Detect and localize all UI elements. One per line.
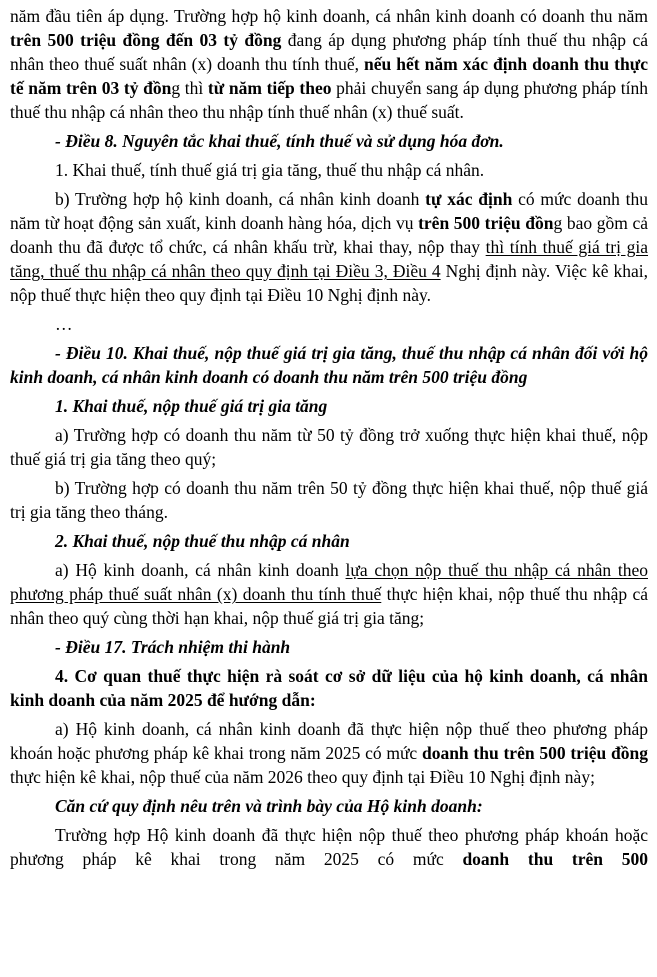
text-run: năm đầu tiên áp dụng. Trường hợp hộ kinh doanh, cá nhân kinh doanh có doanh thu năm [10, 6, 648, 26]
text-run: thì tính thuế giá trị gia tăng, thuế thu nhập cá nhân theo quy định tại Điều 3, Điều 4 [10, 237, 649, 281]
text-run: - Điều 17. Trách nhiệm thi hành [55, 637, 291, 657]
heading-can-cu [10, 794, 648, 818]
text-run: đang áp dụng phương pháp tính thuế thu nhập cá nhân theo thuế suất nhân (x) doanh thu tính thuế, [10, 30, 649, 74]
text-run: Trường hợp Hộ kinh doanh đã thực hiện nộp thuế theo phương pháp khoán hoặc phương pháp kê khai trong năm 2025 có mức [10, 825, 648, 869]
text-run: 1. Khai thuế, tính thuế giá trị gia tăng, thuế thu nhập cá nhân. [55, 160, 485, 180]
item-1-khai-thue-tinh-thue [10, 158, 648, 182]
text-run: trên 500 triệu đồng đến 03 tỷ đồng [10, 30, 282, 50]
text-run: thực hiện khai, nộp thuế thu nhập cá nhân theo quý cùng thời hạn khai, nộp thuế giá trị gia tăng; [10, 584, 648, 628]
text-run: b) Trường hợp có doanh thu năm trên 50 tỷ đồng thực hiện khai thuế, nộp thuế giá trị gia tăng theo tháng. [10, 478, 648, 522]
ellipsis-separator [10, 312, 648, 336]
text-run: có mức doanh thu năm từ hoạt động sản xuất, kinh doanh hàng hóa, dịch vụ [10, 189, 648, 233]
item-4-ra-soat [10, 664, 648, 712]
text-run: thực hiện kê khai, nộp thuế của năm 2026 theo quy định tại Điều 10 Nghị định này; [10, 767, 595, 787]
item-a-huong-dan-2026 [10, 717, 648, 789]
text-run: b) Trường hợp hộ kinh doanh, cá nhân kinh doanh [55, 189, 426, 209]
text-run: tự xác định [425, 189, 513, 209]
text-run: 1. Khai thuế, nộp thuế giá trị gia tăng [55, 396, 328, 416]
text-run: trên 500 triệu đồn [418, 213, 554, 233]
paragraph-continuation [10, 4, 648, 124]
text-run: doanh thu trên 500 [462, 849, 648, 869]
heading-1-khai-thue-gtgt [10, 394, 648, 418]
item-b-khai-theo-thang [10, 476, 648, 524]
item-b-tu-xac-dinh [10, 187, 648, 307]
text-run: từ năm tiếp theo [207, 78, 332, 98]
heading-2-khai-thue-tncn [10, 529, 648, 553]
text-run: a) Trường hợp có doanh thu năm từ 50 tỷ đồng trở xuống thực hiện khai thuế, nộp thuế giá trị gia tăng theo quý; [10, 425, 648, 469]
text-run: a) Hộ kinh doanh, cá nhân kinh doanh đã thực hiện nộp thuế theo phương pháp khoán hoặc phương pháp kê khai trong năm 2025 có mức [10, 719, 648, 763]
text-run: - Điều 10. Khai thuế, nộp thuế giá trị gia tăng, thuế thu nhập cá nhân đối với hộ kinh doanh, cá nhân kinh doanh có doanh thu năm trên 500 triệu đồng [10, 343, 648, 387]
text-run: g thì [171, 78, 208, 98]
item-a-lua-chon-nop-thue [10, 558, 648, 630]
heading-dieu-17 [10, 635, 648, 659]
text-run: Căn cứ quy định nêu trên và trình bày của Hộ kinh doanh: [55, 796, 483, 816]
text-run: 4. Cơ quan thuế thực hiện rà soát cơ sở dữ liệu của hộ kinh doanh, cá nhân kinh doanh của năm 2025 để hướng dẫn: [10, 666, 648, 710]
document-body [10, 4, 648, 871]
item-a-khai-theo-quy [10, 423, 648, 471]
paragraph-cutoff [10, 823, 648, 871]
text-run: nếu hết năm xác định doanh thu thực tế năm trên 03 tỷ đồn [10, 54, 648, 98]
text-run: phải chuyển sang áp dụng phương pháp tính thuế thu nhập cá nhân theo thu nhập tính thuế nhân (x) thuế suất. [10, 78, 648, 122]
text-run: g bao gồm cả doanh thu đã được tổ chức, cá nhân khấu trừ, khai thay, nộp thay [10, 213, 648, 257]
heading-dieu-8 [10, 129, 648, 153]
text-run: - Điều 8. Nguyên tắc khai thuế, tính thuế và sử dụng hóa đơn. [55, 131, 504, 151]
heading-dieu-10 [10, 341, 648, 389]
text-run: … [55, 314, 73, 334]
text-run: 2. Khai thuế, nộp thuế thu nhập cá nhân [55, 531, 350, 551]
text-run: lựa chọn nộp thuế thu nhập cá nhân theo phương pháp thuế suất nhân (x) doanh thu tính thuế [10, 560, 648, 604]
text-run: a) Hộ kinh doanh, cá nhân kinh doanh [55, 560, 346, 580]
text-run: Nghị định này. Việc kê khai, nộp thuế thực hiện theo quy định tại Điều 10 Nghị định này. [10, 261, 648, 305]
text-run: doanh thu trên 500 triệu đồng [421, 743, 649, 763]
